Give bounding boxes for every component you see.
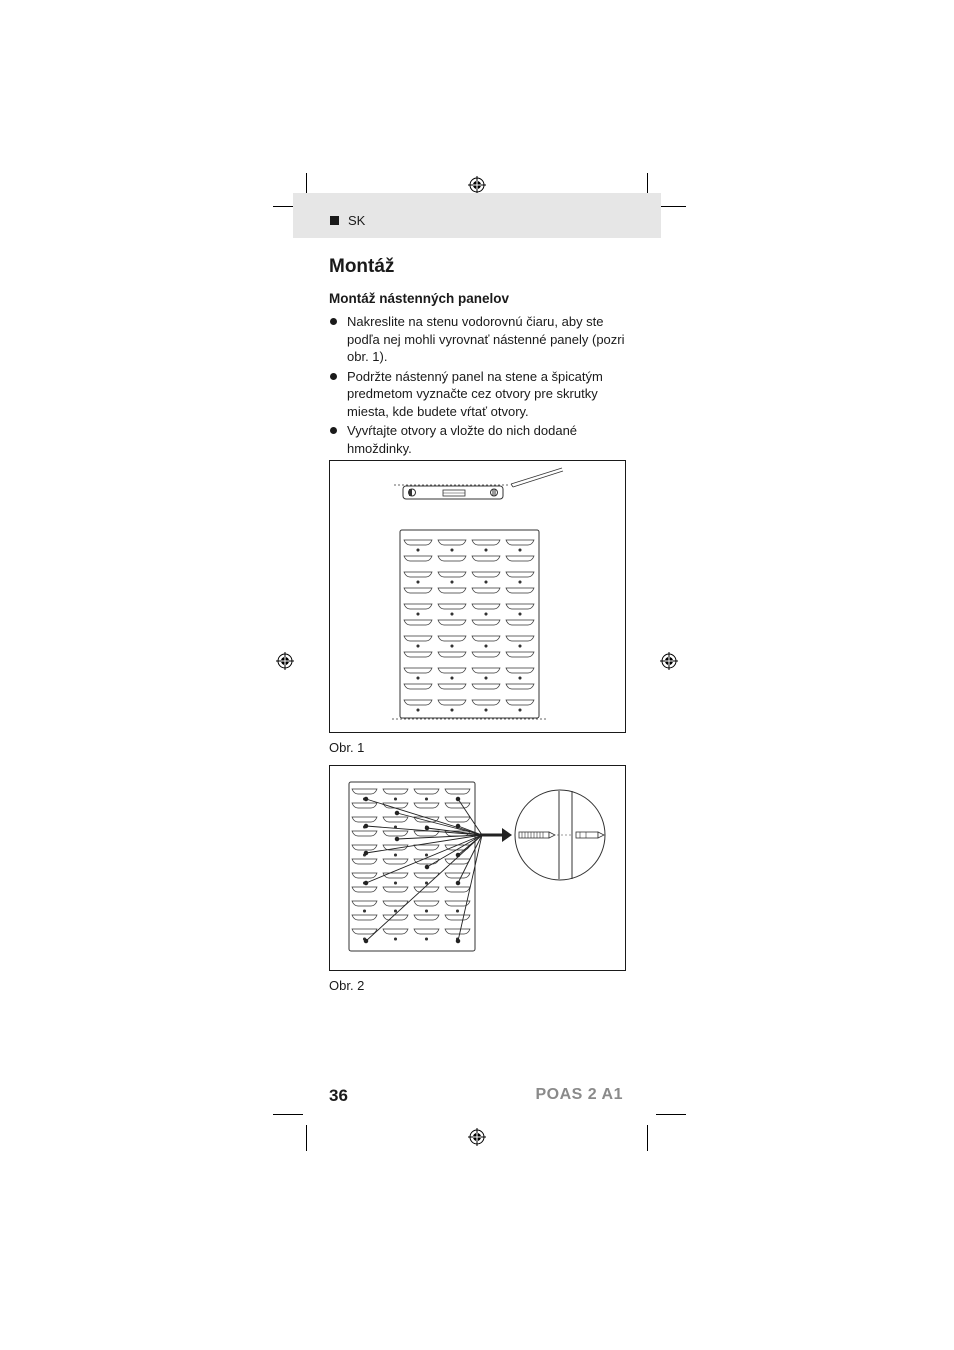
screw-hole: [519, 645, 521, 647]
figure-1: [329, 460, 626, 733]
screw-hole: [417, 709, 419, 711]
screw-hole: [394, 910, 396, 912]
screw-hole: [451, 549, 453, 551]
language-code: SK: [348, 213, 366, 228]
screw-hole: [363, 910, 365, 912]
screw-hole: [451, 645, 453, 647]
screw-hole: [485, 677, 487, 679]
screw-hole: [425, 910, 427, 912]
screw-hole: [417, 549, 419, 551]
screw-hole: [417, 677, 419, 679]
section-title: Montáž: [329, 256, 395, 277]
screw-hole: [485, 645, 487, 647]
screw-hole: [394, 938, 396, 940]
screw-hole: [451, 677, 453, 679]
instruction-text: Nakreslite na stenu vodorovnú čiaru, aby ste podľa nej mohli vyrovnať nástenné panely (pozri obr. 1).: [347, 314, 625, 364]
instruction-step: [329, 368, 629, 421]
crop-mark: [656, 1114, 686, 1115]
screw-point: [364, 881, 368, 885]
screw-hole: [485, 549, 487, 551]
model-name: POAS 2 A1: [535, 1086, 623, 1103]
crop-mark: [273, 1114, 303, 1115]
screw-point: [425, 865, 429, 869]
screw-hole: [451, 581, 453, 583]
screw-point: [364, 851, 368, 855]
screw-point: [364, 824, 368, 828]
instruction-step: [329, 313, 629, 366]
screw-point: [456, 824, 460, 828]
bullet-icon: [330, 427, 337, 434]
screw-hole: [451, 709, 453, 711]
language-header-bar: [293, 193, 661, 238]
screw-hole: [485, 709, 487, 711]
section-subtitle: Montáž nástenných panelov: [329, 291, 510, 306]
screw-hole: [394, 882, 396, 884]
instruction-text: Vyvŕtajte otvory a vložte do nich dodané hmoždinky.: [347, 423, 578, 456]
screw-point: [395, 811, 399, 815]
figure-2: [329, 765, 626, 971]
screw-hole: [417, 613, 419, 615]
registration-mark-icon: [468, 176, 486, 194]
screw-point: [364, 797, 368, 801]
screw-hole: [519, 613, 521, 615]
bullet-icon: [330, 373, 337, 380]
screw-point: [395, 837, 399, 841]
figure-caption: Obr. 2: [329, 978, 365, 993]
registration-mark-icon: [276, 652, 294, 670]
spirit-level-and-wall-panel-icon: [330, 461, 625, 732]
screw-hole: [519, 581, 521, 583]
instruction-step: [329, 422, 629, 457]
figure-caption: Obr. 1: [329, 740, 365, 755]
screw-point: [364, 939, 368, 943]
screw-hole: [425, 938, 427, 940]
registration-mark-icon: [660, 652, 678, 670]
screw-point: [456, 853, 460, 857]
language-marker-icon: [330, 216, 339, 225]
screw-point: [456, 881, 460, 885]
screw-hole: [485, 581, 487, 583]
screw-hole: [425, 854, 427, 856]
screw-point: [425, 826, 429, 830]
screw-hole: [417, 645, 419, 647]
instruction-text: Podržte nástenný panel na stene a špicatým predmetom vyznačte cez otvory pre skrutky miesta, kde budete vŕtať otvory.: [347, 368, 603, 419]
crop-mark: [306, 1125, 307, 1151]
screw-hole: [519, 677, 521, 679]
screw-hole: [519, 709, 521, 711]
crop-mark: [647, 1125, 648, 1151]
bullet-icon: [330, 318, 337, 325]
screw-hole: [417, 581, 419, 583]
screw-point: [456, 939, 460, 943]
screw-hole: [394, 854, 396, 856]
registration-mark-icon: [468, 1128, 486, 1146]
screw-hole: [394, 798, 396, 800]
page-number: 36: [329, 1086, 348, 1105]
screw-point: [456, 797, 460, 801]
screw-hole: [425, 882, 427, 884]
screw-hole: [456, 910, 458, 912]
screw-mounting-detail-icon: [330, 766, 625, 970]
screw-hole: [485, 613, 487, 615]
screw-hole: [451, 613, 453, 615]
screw-hole: [519, 549, 521, 551]
screw-hole: [425, 798, 427, 800]
